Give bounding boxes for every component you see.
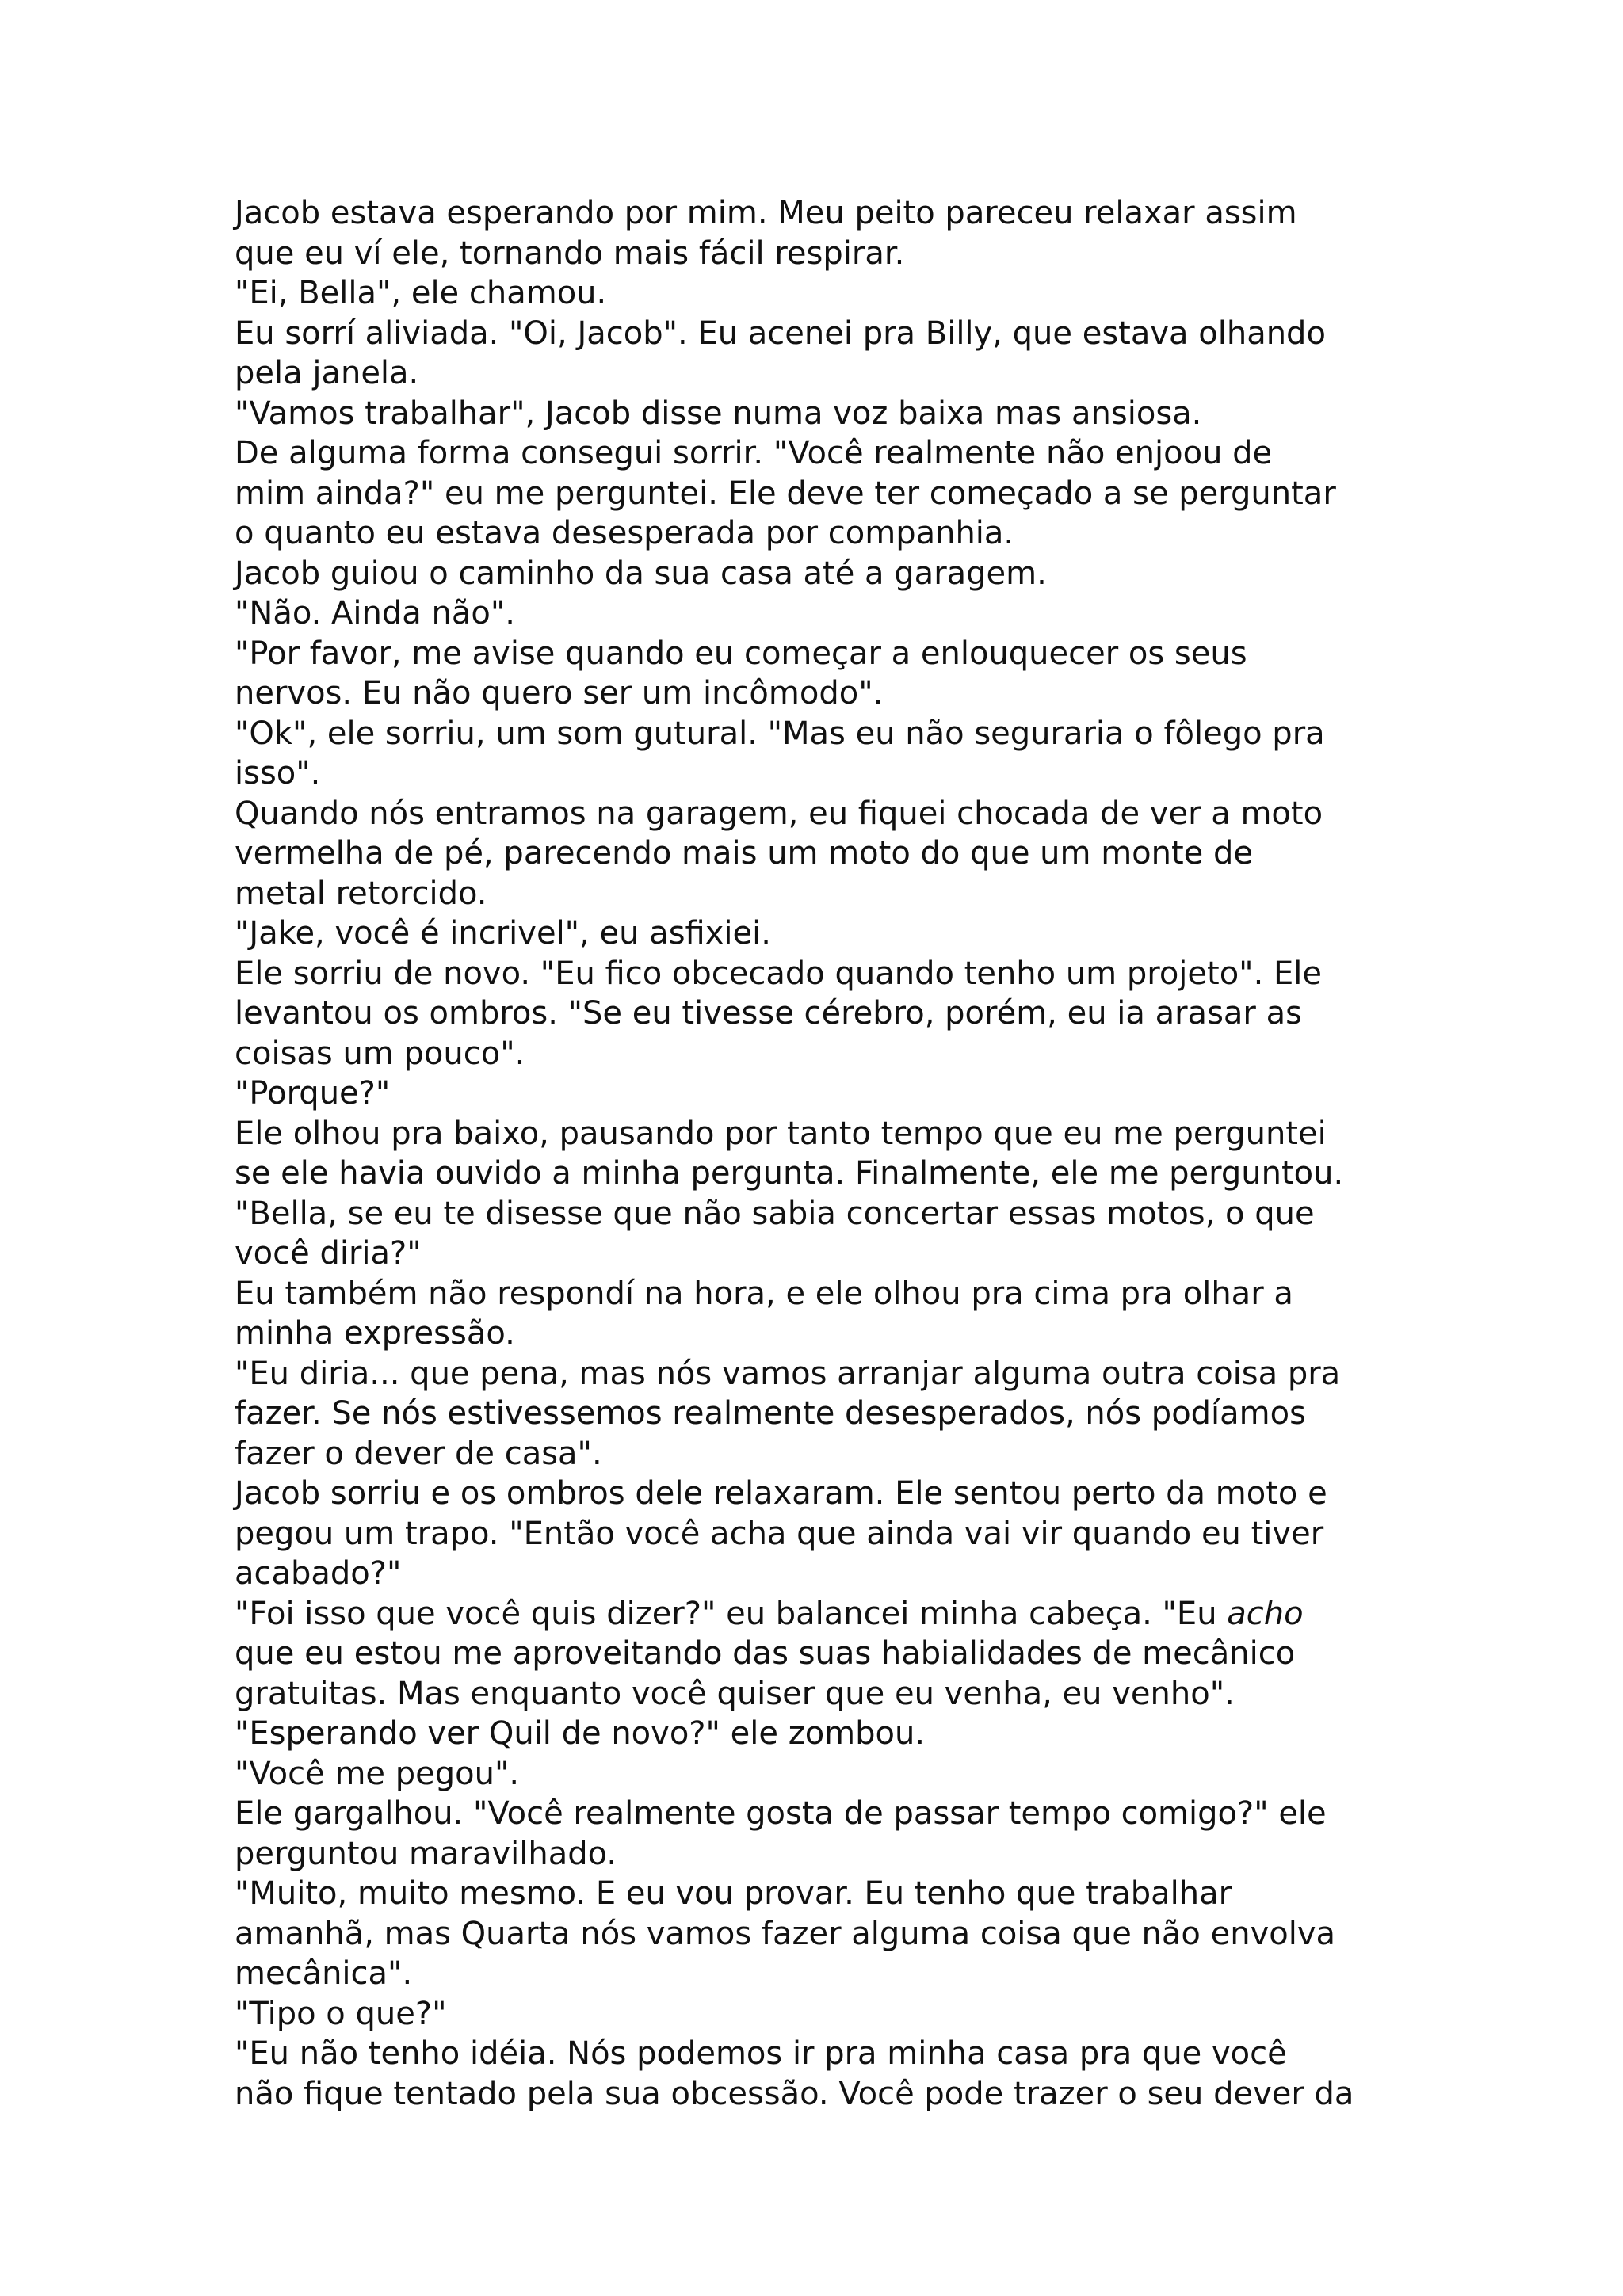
text-line: gratuitas. Mas enquanto você quiser que eu venha, eu venho". xyxy=(235,1675,1235,1712)
text-line: se ele havia ouvido a minha pergunta. Finalmente, ele me perguntou. xyxy=(235,1155,1344,1192)
text-line: não fique tentado pela sua obcessão. Você pode trazer o seu dever da xyxy=(235,2075,1354,2112)
text-line: Quando nós entramos na garagem, eu fiquei chocada de ver a moto xyxy=(235,795,1323,832)
text-line: você diria?" xyxy=(235,1235,422,1272)
text-line: Eu também não respondí na hora, e ele olhou pra cima pra olhar a xyxy=(235,1275,1293,1312)
text-line: "Eu não tenho idéia. Nós podemos ir pra minha casa pra que você xyxy=(235,2035,1287,2072)
text-line: "Tipo o que?" xyxy=(235,1995,447,2032)
text-line: "Porque?" xyxy=(235,1075,391,1112)
text-line: que eu ví ele, tornando mais fácil respirar. xyxy=(235,235,905,272)
text-line: De alguma forma consegui sorrir. "Você realmente não enjoou de xyxy=(235,435,1273,471)
text-line: Jacob estava esperando por mim. Meu peito pareceu relaxar assim xyxy=(235,195,1297,231)
text-line: o quanto eu estava desesperada por companhia. xyxy=(235,515,1014,551)
text-line: que eu estou me aproveitando das suas habialidades de mecânico xyxy=(235,1635,1296,1672)
text-line: perguntou maravilhado. xyxy=(235,1835,617,1872)
text-line: coisas um pouco". xyxy=(235,1035,525,1072)
text-line: pegou um trapo. "Então você acha que ainda vai vir quando eu tiver xyxy=(235,1515,1324,1552)
text-line: "Bella, se eu te disesse que não sabia concertar essas motos, o que xyxy=(235,1195,1315,1232)
text-line: mecânica". xyxy=(235,1955,413,1992)
text-line: levantou os ombros. "Se eu tivesse cérebro, porém, eu ia arasar as xyxy=(235,995,1302,1032)
text-line: vermelha de pé, parecendo mais um moto do que um monte de xyxy=(235,835,1253,871)
text-line: "Esperando ver Quil de novo?" ele zombou. xyxy=(235,1715,926,1752)
text-line: "Ei, Bella", ele chamou. xyxy=(235,275,607,311)
text-line: Ele olhou pra baixo, pausando por tanto tempo que eu me perguntei xyxy=(235,1115,1327,1152)
emphasized-word: acho xyxy=(1227,1595,1304,1632)
text-line: Ele sorriu de novo. "Eu fico obcecado quando tenho um projeto". Ele xyxy=(235,955,1322,992)
text-line: mim ainda?" eu me perguntei. Ele deve ter começado a se perguntar xyxy=(235,475,1336,512)
text-line: "Eu diria... que pena, mas nós vamos arranjar alguma outra coisa pra xyxy=(235,1355,1341,1392)
text-line: acabado?" xyxy=(235,1555,402,1592)
text-line: "Não. Ainda não". xyxy=(235,595,515,631)
text-line: "Vamos trabalhar", Jacob disse numa voz baixa mas ansiosa. xyxy=(235,395,1202,432)
text-line: "Por favor, me avise quando eu começar a enlouquecer os seus xyxy=(235,635,1247,672)
text-line: "Você me pegou". xyxy=(235,1755,520,1792)
text-line: fazer. Se nós estivessemos realmente desesperados, nós podíamos xyxy=(235,1395,1306,1432)
text-line: Jacob guiou o caminho da sua casa até a garagem. xyxy=(235,555,1047,592)
text-line: pela janela. xyxy=(235,355,419,391)
text-line: Ele gargalhou. "Você realmente gosta de passar tempo comigo?" ele xyxy=(235,1795,1327,1832)
text-line: fazer o dever de casa". xyxy=(235,1435,602,1472)
text-line: minha expressão. xyxy=(235,1315,515,1352)
text-line: Jacob sorriu e os ombros dele relaxaram. Ele sentou perto da moto e xyxy=(235,1475,1327,1512)
text-line: nervos. Eu não quero ser um incômodo". xyxy=(235,675,884,711)
body-text xyxy=(235,193,1423,2114)
text-line-with-emphasis xyxy=(235,1594,1423,1634)
text-line: "Ok", ele sorriu, um som gutural. "Mas eu não seguraria o fôlego pra xyxy=(235,715,1325,752)
text-line: "Jake, você é incrivel", eu asfixiei. xyxy=(235,915,771,952)
text-line: isso". xyxy=(235,755,321,791)
text-line: Eu sorrí aliviada. "Oi, Jacob". Eu acenei pra Billy, que estava olhando xyxy=(235,315,1326,352)
text-segment: "Foi isso que você quis dizer?" eu balancei minha cabeça. "Eu xyxy=(235,1595,1228,1632)
text-line: amanhã, mas Quarta nós vamos fazer alguma coisa que não envolva xyxy=(235,1915,1336,1952)
text-line: metal retorcido. xyxy=(235,875,487,912)
text-line: "Muito, muito mesmo. E eu vou provar. Eu tenho que trabalhar xyxy=(235,1875,1232,1912)
